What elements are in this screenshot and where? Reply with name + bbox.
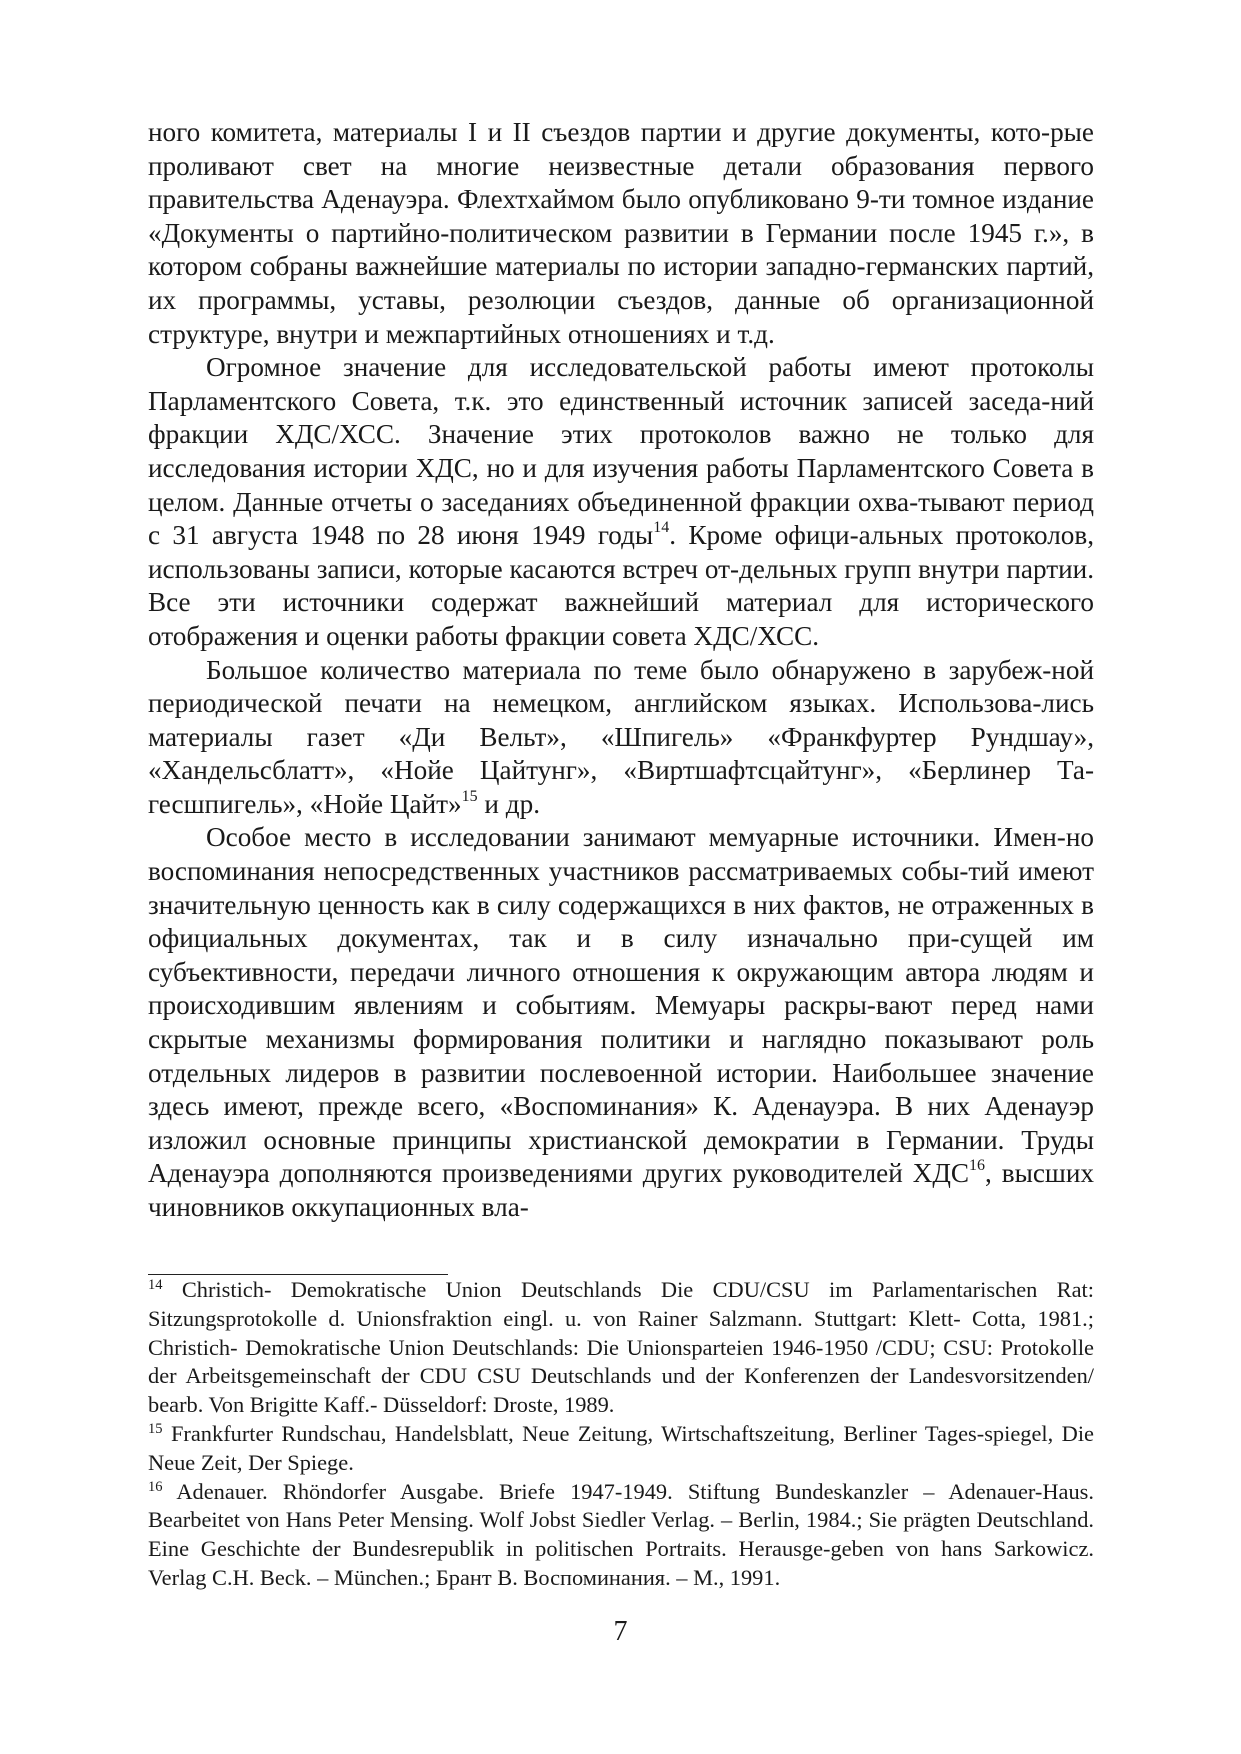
page-number: 7 [613,1616,628,1647]
footnote-mark: 15 [148,1420,163,1437]
paragraph-2 [148,351,1094,653]
footnote-mark: 14 [148,1277,163,1293]
footnotes [148,1276,1094,1593]
body-text [148,116,1094,1225]
paragraph-text: , высших чиновников оккупационных вла- [148,1158,1094,1222]
paragraph-text: и др. [477,788,540,819]
footnote-15 [148,1420,1094,1478]
footnote-ref-16[interactable]: 16 [969,1157,986,1175]
footnote-16 [148,1478,1094,1593]
footnote-text: Frankfurter Rundschau, Handelsblatt, Neue Zeitung, Wirtschaftszeitung, Berliner Tages-spiegel, Die Neue Zeit, Der Spiege. [148,1420,1094,1475]
footnote-separator [148,1274,448,1275]
paragraph-text: Огромное значение для исследовательской работы имеют протоколы Парламентского Совета, т.к. это единственный источник записей заседа-ний фракции ХДС/ХСС. Значение этих протоколов важно не только для исследования истории ХДС, но и для изучения работы Парламентского Совета в целом. Данные отчеты о заседаниях объединенной фракции охва-тывают период с 31 августа 1948 по 28 июня 1949 годы [148,352,1094,551]
paragraph-4 [148,821,1094,1224]
paragraph-text: Особое место в исследовании занимают мемуарные источники. Имен-но воспоминания непосредственных участников рассматриваемых собы-тий имеют значительную ценность как в силу содержащихся в них фактов, не отраженных в официальных документах, так и в силу изначально при-сущей им субъективности, передачи личного отношения к окружающим автора людям и происходившим явлениям и событиям. Мемуары раскры-вают перед нами скрытые механизмы формирования политики и наглядно показывают роль отдельных лидеров в развитии послевоенной истории. Наибольшее значение здесь имеют, прежде всего, «Воспоминания» К. Аденауэра. В них Аденауэр изложил основные принципы христианской демократии в Германии. Труды Аденауэра дополняются произведениями других руководителей ХДС [148,822,1094,1189]
footnote-ref-15[interactable]: 15 [461,787,478,805]
paragraph-3 [148,654,1094,822]
paragraph-text: ного комитета, материалы I и II съездов партии и другие документы, кото-рые проливают свет на многие неизвестные детали образования первого правительства Аденауэра. Флехтхаймом было опубликовано 9-ти томное издание «Документы о партийно-политическом развитии в Германии после 1945 г.», в котором собраны важнейшие материалы по истории западно-германских партий, их программы, уставы, резолюции съездов, данные об организационной структуре, внутри и межпартийных отношениях и т.д. [148,117,1094,349]
footnote-14 [148,1276,1094,1420]
paragraph-1 [148,116,1094,351]
footnote-text: Adenauer. Rhöndorfer Ausgabe. Briefe 1947-1949. Stiftung Bundeskanzler – Adenauer-Haus. Bearbeitet von Hans Peter Mensing. Wolf Jobst Siedler Verlag. – Berlin, 1984.; Sie prägten Deutschland. Eine Geschichte der Bundesrepublik in politischen Portraits. Herausge-geben von hans Sarkowicz. Verlag C.H. Beck. – München.; Брант В. Воспоминания. – М., 1991. [148,1478,1094,1590]
paragraph-text: . Кроме офици-альных протоколов, использованы записи, которые касаются встреч от-дельных групп внутри партии. Все эти источники содержат важнейший материал для исторического отображения и оценки работы фракции совета ХДС/ХСС. [148,520,1094,651]
footnote-ref-14[interactable]: 14 [653,519,670,537]
paragraph-text: Большое количество материала по теме было обнаружено в зарубеж-ной периодической печати на немецком, английском языках. Использова-лись материалы газет «Ди Вельт», «Шпигель» «Франкфуртер Рундшау», «Хандельсблатт», «Нойе Цайтунг», «Виртшафтсцайтунг», «Берлинер Та-гесшпигель», «Нойе Цайт» [148,654,1094,819]
footnote-mark: 16 [148,1478,163,1495]
footnote-text: Christich- Demokratische Union Deutschlands Die CDU/CSU im Parlamentarischen Rat: Sitzungsprotokolle d. Unionsfraktion eingl. u. von Rainer Salzmann. Stuttgart: Klett- Cotta, 1981.; Christich- Demokratische Union Deutschlands: Die Unionsparteien 1946-1950 /CDU; CSU: Protokolle der Arbeitsgemeinschaft der CDU CSU Deutschlands und der Konferenzen der Landesvorsitzenden/ bearb. Von Brigitte Kaff.- Düsseldorf: Droste, 1989. [148,1277,1094,1418]
